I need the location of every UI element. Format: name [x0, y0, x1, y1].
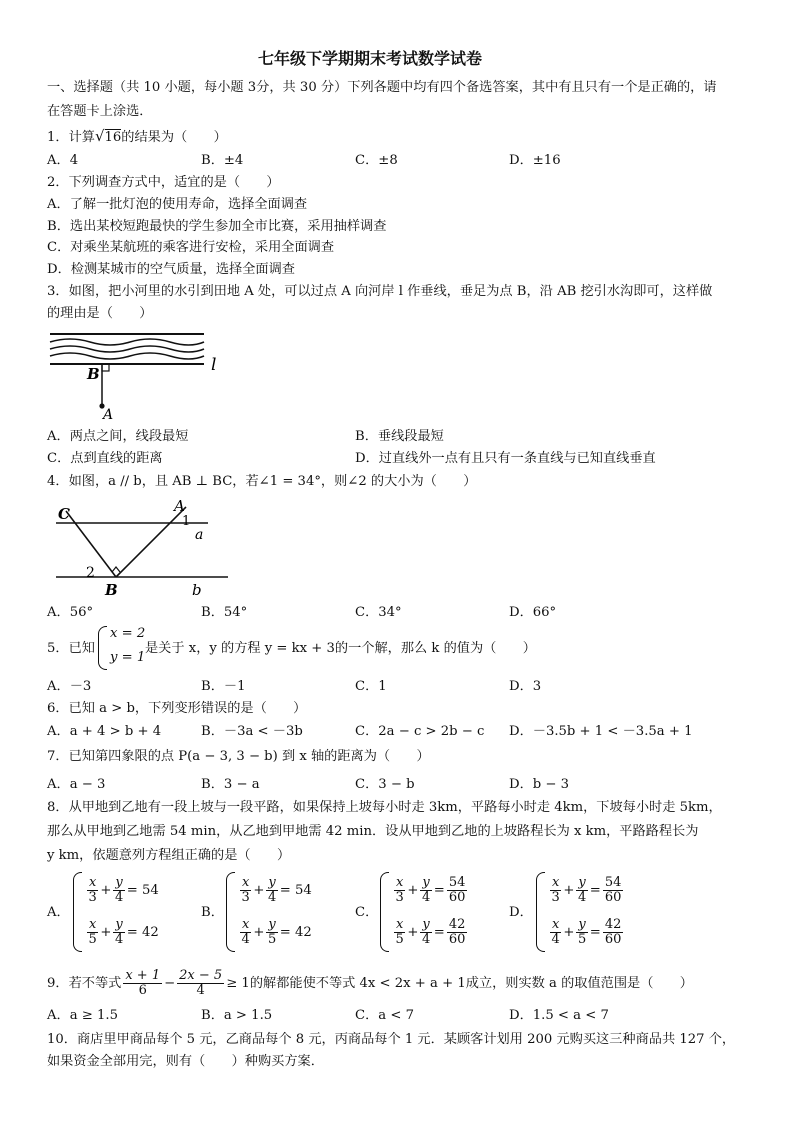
q7-option-d: D．b − 3 [509, 777, 570, 792]
q8-b-row1: $\frac{x}{3}$ + $\frac{y}{4}$ = 54 [241, 875, 312, 905]
q1-option-c: C．±8 [355, 153, 398, 168]
q8-option-c-system [380, 872, 480, 952]
q4-option-d: D．66° [509, 605, 557, 620]
q1-stem-a: 1．计算 [47, 130, 95, 145]
q5-option-a: A．－3 [47, 679, 92, 694]
q7-option-b: B．3 − a [201, 777, 260, 792]
q1-radicand: 16 [104, 130, 122, 145]
q8-option-d-system [536, 872, 636, 952]
q9-option-b: B．a > 1.5 [201, 1008, 273, 1023]
q8-stem-line3: y km，依题意列方程组正确的是（ ） [47, 848, 291, 863]
q8-option-a-system [73, 872, 163, 952]
q3-option-b: B．垂线段最短 [355, 429, 444, 444]
q4-stem: 4．如图，a // b，且 AB ⊥ BC，若∠1 = 34°，则∠2 的大小为（ ） [47, 474, 477, 489]
q8-option-d-brace [536, 872, 545, 952]
q7-option-a: A．a − 3 [47, 777, 106, 792]
q4-option-c: C．34° [355, 605, 402, 620]
q8-stem-line1: 8．从甲地到乙地有一段上坡与一段平路，如果保持上坡每小时走 3km，平路每小时走 4km，下坡每小时走 5km， [47, 800, 722, 815]
q4-option-a: A．56° [47, 605, 94, 620]
q9-post: ≥ 1的解都能使不等式 4x < 2x + a + 1成立，则实数 a 的取值范围是（ ） [226, 976, 693, 991]
q8-option-b-letter: B． [201, 905, 224, 920]
q8-c-row2: $\frac{x}{5}$ + $\frac{y}{4}$ = $\frac{42}{60}$ [395, 917, 466, 947]
q4-label-a-point: A [174, 497, 185, 515]
q9-option-d: D．1.5 < a < 7 [509, 1008, 609, 1023]
page-title: 七年级下学期期末考试数学试卷 [258, 49, 483, 68]
q9-option-c: C．a < 7 [355, 1008, 414, 1023]
q9-stem: 9．若不等式 $\frac{x + 1}{6}$ − $\frac{2x - 5}{4}$ ≥ 1的解都能使不等式 4x < 2x + a + 1成立，则实数 a 的取值范围是（ ） [47, 968, 693, 998]
q4-label-line-b: b [192, 581, 202, 599]
q6-option-b: B．－3a < －3b [201, 724, 303, 739]
q9-pre: 9．若不等式 [47, 976, 122, 991]
q3-option-c: C．点到直线的距离 [47, 451, 163, 466]
q8-option-b-system [226, 872, 316, 952]
q4-option-b: B．54° [201, 605, 248, 620]
q5-system-row1: x = 2 [110, 626, 146, 641]
q5-option-b: B．－1 [201, 679, 246, 694]
q5-option-d: D．3 [509, 679, 542, 694]
q4-label-c: C [58, 505, 70, 523]
q7-option-c: C．3 − b [355, 777, 415, 792]
q3-stem-line1: 3．如图，把小河里的水引到田地 A 处，可以过点 A 向河岸 l 作垂线，垂足为点 B，沿 AB 挖引水沟即可，这样做 [47, 284, 713, 299]
q8-a-row2: $\frac{x}{5}$ + $\frac{y}{4}$ = 42 [88, 917, 159, 947]
q4-label-angle1: 1 [182, 514, 191, 529]
q10-stem-line2: 如果资金全部用完，则有（ ）种购买方案． [47, 1054, 324, 1069]
q5-pre: 5．已知 [47, 641, 95, 656]
q8-b-row2: $\frac{x}{4}$ + $\frac{y}{5}$ = 42 [241, 917, 312, 947]
q2-option-b: B．选出某校短跑最快的学生参加全市比赛，采用抽样调查 [47, 219, 387, 234]
section-intro-line1: 一、选择题（共 10 小题，每小题 3分，共 30 分）下列各题中均有四个备选答案，其中有且只有一个是正确的，请 [47, 80, 717, 95]
q3-stem-line2: 的理由是（ ） [47, 306, 153, 321]
q1-option-d: D．±16 [509, 153, 561, 168]
q8-option-b-brace [226, 872, 235, 952]
q9-fraction-1: $\frac{x + 1}{6}$ [125, 968, 161, 998]
q1-option-a: A．4 [47, 153, 79, 168]
q8-c-row1: $\frac{x}{3}$ + $\frac{y}{4}$ = $\frac{54}{60}$ [395, 875, 466, 905]
sqrt-symbol: √ [94, 127, 105, 145]
q2-option-c: C．对乘坐某航班的乘客进行安检，采用全面调查 [47, 240, 335, 255]
section-intro-line2: 在答题卡上涂选． [47, 104, 153, 119]
q3-river-figure [46, 330, 226, 422]
q8-option-d-letter: D． [509, 905, 533, 920]
q2-option-d: D．检测某城市的空气质量，选择全面调查 [47, 262, 295, 277]
q3-option-a: A．两点之间，线段最短 [47, 429, 189, 444]
q9-fraction-2: $\frac{2x - 5}{4}$ [179, 968, 223, 998]
q5-system-row2: y = 1 [110, 650, 146, 665]
q8-option-c-letter: C． [355, 905, 379, 920]
q7-stem: 7．已知第四象限的点 P(a − 3, 3 − b) 到 x 轴的距离为（ ） [47, 749, 430, 764]
q4-label-angle2: 2 [86, 565, 95, 581]
q4-parallel-lines-figure [50, 497, 230, 599]
q6-option-c: C．2a − c > 2b − c [355, 724, 485, 739]
q5-system [98, 626, 148, 670]
q6-stem: 6．已知 a > b，下列变形错误的是（ ） [47, 701, 307, 716]
q1-option-b: B．±4 [201, 153, 244, 168]
q5-option-c: C．1 [355, 679, 387, 694]
q6-option-a: A．a + 4 > b + 4 [47, 724, 162, 739]
q8-option-c-brace [380, 872, 389, 952]
q5-post: 是关于 x，y 的方程 y = kx + 3的一个解，那么 k 的值为（ ） [145, 641, 536, 656]
q10-stem-line1: 10．商店里甲商品每个 5 元，乙商品每个 8 元，丙商品每个 1 元．某顾客计划用 200 元购买这三种商品共 127 个， [47, 1032, 736, 1047]
q3-label-a: A [103, 407, 114, 422]
q2-option-a: A．了解一批灯泡的使用寿命，选择全面调查 [47, 197, 308, 212]
q8-stem-line2: 那么从甲地到乙地需 54 min，从乙地到甲地需 42 min．设从甲地到乙地的上坡路程长为 x km，平路路程长为 [47, 824, 699, 839]
q9-option-a: A．a ≥ 1.5 [47, 1008, 118, 1023]
q3-label-b: B [87, 365, 100, 383]
q1-stem [47, 127, 227, 147]
q1-stem-b: 的结果为（ ） [121, 130, 227, 145]
q5-brace [98, 626, 107, 670]
q8-a-row1: $\frac{x}{3}$ + $\frac{y}{4}$ = 54 [88, 875, 159, 905]
q4-label-line-a: a [195, 527, 204, 543]
q6-option-d: D．－3.5b + 1 < －3.5a + 1 [509, 724, 693, 739]
q4-label-b-point: B [105, 581, 118, 599]
q3-option-d: D．过直线外一点有且只有一条直线与已知直线垂直 [355, 451, 656, 466]
q8-d-row1: $\frac{x}{3}$ + $\frac{y}{4}$ = $\frac{54}{60}$ [551, 875, 622, 905]
q8-option-a-letter: A． [47, 905, 70, 920]
q8-d-row2: $\frac{x}{4}$ + $\frac{y}{5}$ = $\frac{42}{60}$ [551, 917, 622, 947]
q2-stem: 2．下列调查方式中，适宜的是（ ） [47, 175, 280, 190]
q8-option-a-brace [73, 872, 82, 952]
q3-label-l: l [211, 355, 217, 375]
